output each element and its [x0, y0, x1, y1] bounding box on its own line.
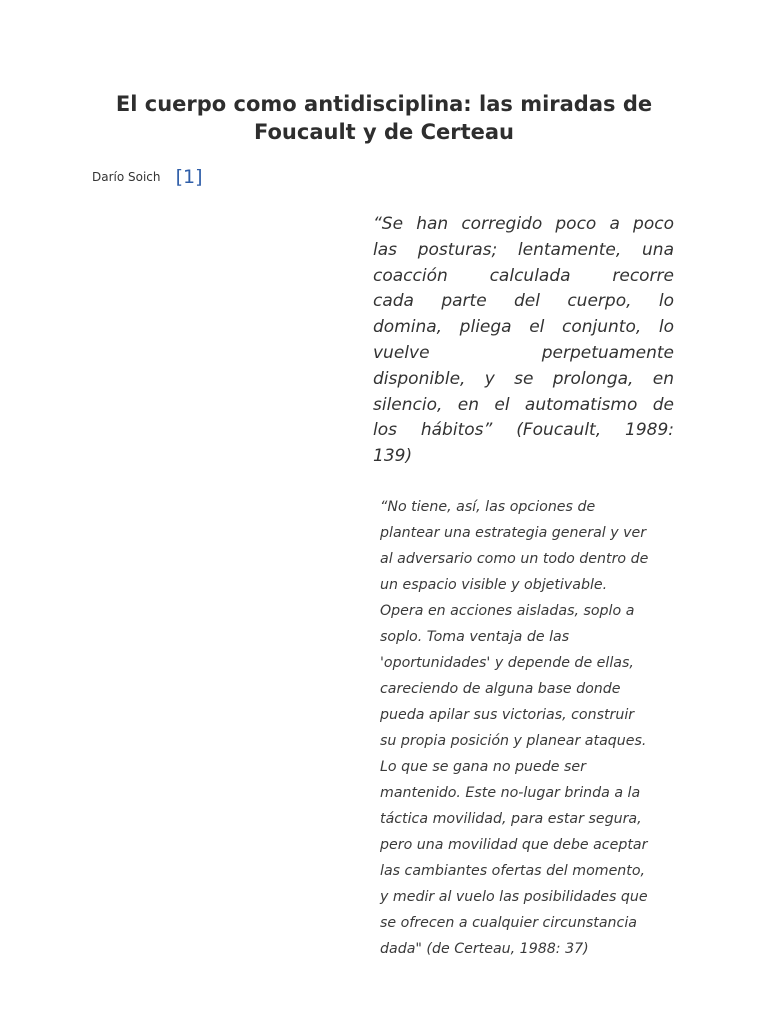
quote-line: su propia posición y planear ataques. — [380, 733, 647, 749]
page-title — [60, 90, 708, 146]
quote-line: mantenido. Este no-lugar brinda a la — [380, 785, 641, 801]
quote-line: y medir al vuelo las posibilidades que — [380, 889, 648, 905]
quote-line: careciendo de alguna base donde — [380, 681, 621, 697]
quote-line: táctica movilidad, para estar segura, — [380, 811, 642, 827]
epigraph-line: las posturas; lentamente, una — [373, 239, 674, 260]
title-line: El cuerpo como antidisciplina: las miradas de — [115, 92, 653, 116]
author-name: Darío Soich — [92, 170, 161, 184]
quote-line: las cambiantes ofertas del momento, — [380, 863, 646, 879]
epigraph-line: vuelve perpetuamente — [373, 342, 674, 363]
epigraph-line: domina, pliega el conjunto, lo — [373, 317, 674, 338]
epigraph-line: cada parte del cuerpo, lo — [373, 291, 674, 312]
quote-line: al adversario como un todo dentro de — [380, 551, 649, 567]
quote-line: pueda apilar sus victorias, construir — [380, 707, 635, 723]
title-line: Foucault y de Certeau — [254, 120, 514, 144]
epigraph-quote — [373, 212, 674, 470]
quote-line: “No tiene, así, las opciones de — [380, 499, 596, 515]
quote-line: 'oportunidades' y depende de ellas, — [380, 655, 634, 671]
byline — [92, 166, 203, 194]
quote-line: Opera en acciones aisladas, soplo a — [380, 603, 635, 619]
quote-line: plantear una estrategia general y ver — [380, 525, 647, 541]
quote-line: soplo. Toma ventaja de las — [380, 629, 570, 645]
epigraph-line: 139) — [373, 446, 413, 467]
epigraph-line: coacción calculada recorre — [373, 265, 674, 286]
quote-line: pero una movilidad que debe aceptar — [380, 837, 648, 853]
quote-line: dada" (de Certeau, 1988: 37) — [380, 941, 589, 957]
certeau-quote — [380, 494, 680, 962]
epigraph-line: disponible, y se prolonga, en — [373, 368, 674, 389]
footnote-link[interactable]: [1] — [175, 166, 203, 188]
quote-line: Lo que se gana no puede ser — [380, 759, 586, 775]
epigraph-line: los hábitos” (Foucault, 1989: — [373, 420, 674, 441]
quote-line: un espacio visible y objetivable. — [380, 577, 608, 593]
quote-line: se ofrecen a cualquier circunstancia — [380, 915, 637, 931]
epigraph-line: “Se han corregido poco a poco — [373, 214, 674, 234]
epigraph-line: silencio, en el automatismo de — [373, 394, 674, 415]
